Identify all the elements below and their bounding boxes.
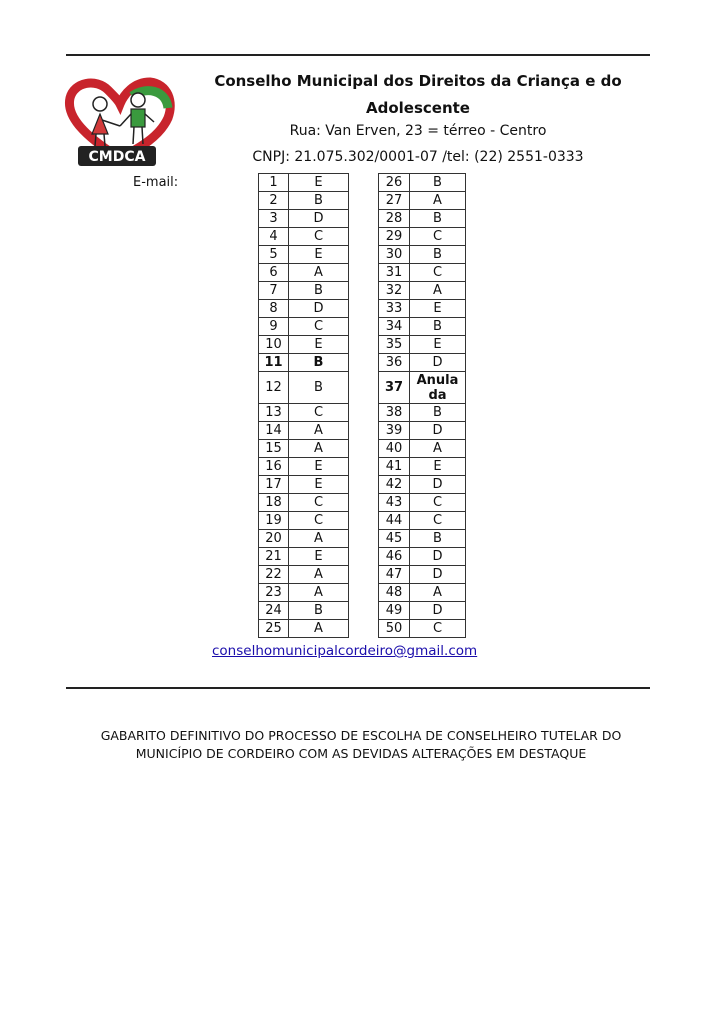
answer-letter: D bbox=[410, 548, 466, 566]
question-number: 44 bbox=[379, 512, 410, 530]
answer-letter: E bbox=[289, 336, 349, 354]
question-number: 2 bbox=[259, 192, 289, 210]
answer-row bbox=[379, 354, 466, 372]
answer-row bbox=[259, 210, 349, 228]
street-address: Rua: Van Erven, 23 = térreo - Centro bbox=[289, 123, 547, 139]
question-number: 30 bbox=[379, 246, 410, 264]
answer-letter: E bbox=[289, 458, 349, 476]
answer-row bbox=[259, 264, 349, 282]
answer-row bbox=[379, 336, 466, 354]
answer-letter: D bbox=[289, 210, 349, 228]
answer-letter: A bbox=[410, 282, 466, 300]
question-number: 32 bbox=[379, 282, 410, 300]
answer-row bbox=[379, 264, 466, 282]
answer-row bbox=[259, 620, 349, 638]
answer-letter: B bbox=[289, 354, 349, 372]
answer-letter: B bbox=[289, 602, 349, 620]
answer-row bbox=[259, 602, 349, 620]
question-number: 26 bbox=[379, 174, 410, 192]
answer-letter: A bbox=[289, 422, 349, 440]
question-number: 20 bbox=[259, 530, 289, 548]
question-number: 33 bbox=[379, 300, 410, 318]
answer-row bbox=[379, 300, 466, 318]
cmdca-logo bbox=[64, 76, 176, 168]
question-number: 16 bbox=[259, 458, 289, 476]
answer-letter: C bbox=[289, 512, 349, 530]
answer-letter: A bbox=[410, 440, 466, 458]
answer-row bbox=[259, 282, 349, 300]
question-number: 31 bbox=[379, 264, 410, 282]
answer-letter: B bbox=[289, 372, 349, 404]
question-number: 48 bbox=[379, 584, 410, 602]
question-number: 38 bbox=[379, 404, 410, 422]
answer-row bbox=[259, 336, 349, 354]
question-number: 18 bbox=[259, 494, 289, 512]
answer-letter: B bbox=[410, 246, 466, 264]
answer-row bbox=[259, 476, 349, 494]
answer-row bbox=[259, 566, 349, 584]
answer-row bbox=[379, 494, 466, 512]
answer-letter: C bbox=[289, 494, 349, 512]
answer-letter: E bbox=[289, 476, 349, 494]
answer-row bbox=[379, 228, 466, 246]
question-number: 12 bbox=[259, 372, 289, 404]
answer-letter: D bbox=[410, 354, 466, 372]
answer-row bbox=[379, 620, 466, 638]
question-number: 47 bbox=[379, 566, 410, 584]
question-number: 14 bbox=[259, 422, 289, 440]
answer-row bbox=[259, 246, 349, 264]
question-number: 1 bbox=[259, 174, 289, 192]
answer-letter: A bbox=[410, 192, 466, 210]
answer-letter: C bbox=[289, 318, 349, 336]
question-number: 11 bbox=[259, 354, 289, 372]
question-number: 10 bbox=[259, 336, 289, 354]
answer-letter: E bbox=[289, 246, 349, 264]
question-number: 5 bbox=[259, 246, 289, 264]
answer-letter: B bbox=[410, 210, 466, 228]
answer-row bbox=[259, 300, 349, 318]
org-name: Conselho Municipal dos Direitos da Criança e do Adolescente bbox=[214, 72, 622, 117]
question-number: 29 bbox=[379, 228, 410, 246]
answer-row bbox=[379, 246, 466, 264]
answer-row bbox=[379, 210, 466, 228]
question-number: 40 bbox=[379, 440, 410, 458]
answer-letter: D bbox=[289, 300, 349, 318]
answer-letter: D bbox=[410, 566, 466, 584]
answer-row bbox=[259, 530, 349, 548]
answer-row bbox=[379, 404, 466, 422]
question-number: 42 bbox=[379, 476, 410, 494]
logo-text: CMDCA bbox=[88, 149, 146, 165]
answer-row bbox=[259, 354, 349, 372]
answer-letter: C bbox=[289, 404, 349, 422]
answer-row bbox=[379, 584, 466, 602]
answer-letter: A bbox=[289, 530, 349, 548]
answer-letter: C bbox=[289, 228, 349, 246]
answer-row bbox=[259, 174, 349, 192]
answer-letter: B bbox=[410, 174, 466, 192]
answer-letter: C bbox=[410, 494, 466, 512]
answer-letter: A bbox=[289, 440, 349, 458]
answer-row bbox=[379, 512, 466, 530]
answer-key-table-26-50 bbox=[378, 173, 466, 638]
question-number: 6 bbox=[259, 264, 289, 282]
bottom-divider bbox=[66, 687, 650, 689]
question-number: 37 bbox=[379, 372, 410, 404]
answer-row bbox=[259, 584, 349, 602]
question-number: 13 bbox=[259, 404, 289, 422]
answer-letter: E bbox=[410, 458, 466, 476]
answer-letter: C bbox=[410, 512, 466, 530]
answer-row bbox=[379, 548, 466, 566]
answer-letter: E bbox=[410, 300, 466, 318]
question-number: 35 bbox=[379, 336, 410, 354]
answer-row bbox=[259, 512, 349, 530]
answer-letter: D bbox=[410, 422, 466, 440]
answer-letter: C bbox=[410, 620, 466, 638]
answer-row bbox=[259, 192, 349, 210]
answer-letter: C bbox=[410, 228, 466, 246]
answer-row bbox=[379, 422, 466, 440]
answer-letter: D bbox=[410, 602, 466, 620]
cnpj-phone-line: CNPJ: 21.075.302/0001-07 /tel: (22) 2551-0333 bbox=[252, 149, 584, 165]
answer-row bbox=[379, 174, 466, 192]
answer-row bbox=[379, 566, 466, 584]
answer-letter: E bbox=[289, 174, 349, 192]
answer-letter: A bbox=[289, 584, 349, 602]
question-number: 39 bbox=[379, 422, 410, 440]
question-number: 34 bbox=[379, 318, 410, 336]
question-number: 17 bbox=[259, 476, 289, 494]
answer-row bbox=[259, 372, 349, 404]
footer-note: GABARITO DEFINITIVO DO PROCESSO DE ESCOLHA DE CONSELHEIRO TUTELAR DO MUNICÍPIO DE CORDEIRO COM AS DEVIDAS ALTERAÇÕES EM DESTAQUE bbox=[100, 728, 622, 761]
question-number: 21 bbox=[259, 548, 289, 566]
question-number: 19 bbox=[259, 512, 289, 530]
answer-row bbox=[259, 404, 349, 422]
email-link[interactable]: conselhomunicipalcordeiro@gmail.com bbox=[212, 643, 478, 659]
question-number: 24 bbox=[259, 602, 289, 620]
question-number: 4 bbox=[259, 228, 289, 246]
question-number: 27 bbox=[379, 192, 410, 210]
question-number: 45 bbox=[379, 530, 410, 548]
question-number: 41 bbox=[379, 458, 410, 476]
answer-row bbox=[379, 476, 466, 494]
email-label: E-mail: bbox=[133, 175, 179, 190]
question-number: 8 bbox=[259, 300, 289, 318]
answer-letter: A bbox=[289, 264, 349, 282]
answer-row bbox=[379, 440, 466, 458]
question-number: 22 bbox=[259, 566, 289, 584]
answer-row bbox=[259, 548, 349, 566]
answer-letter: E bbox=[289, 548, 349, 566]
question-number: 23 bbox=[259, 584, 289, 602]
answer-row bbox=[379, 372, 466, 404]
question-number: 25 bbox=[259, 620, 289, 638]
question-number: 49 bbox=[379, 602, 410, 620]
answer-row bbox=[379, 530, 466, 548]
question-number: 3 bbox=[259, 210, 289, 228]
answer-row bbox=[259, 494, 349, 512]
answer-letter: B bbox=[410, 318, 466, 336]
answer-row bbox=[379, 192, 466, 210]
answer-letter: Anula da bbox=[410, 372, 466, 404]
answer-row bbox=[259, 458, 349, 476]
question-number: 46 bbox=[379, 548, 410, 566]
answer-row bbox=[379, 282, 466, 300]
answer-letter: D bbox=[410, 476, 466, 494]
answer-row bbox=[379, 318, 466, 336]
question-number: 28 bbox=[379, 210, 410, 228]
question-number: 36 bbox=[379, 354, 410, 372]
question-number: 7 bbox=[259, 282, 289, 300]
question-number: 9 bbox=[259, 318, 289, 336]
answer-letter: B bbox=[410, 404, 466, 422]
top-divider bbox=[66, 54, 650, 56]
answer-row bbox=[379, 602, 466, 620]
answer-letter: A bbox=[289, 566, 349, 584]
answer-row bbox=[259, 440, 349, 458]
answer-letter: B bbox=[289, 282, 349, 300]
answer-key-table-1-25 bbox=[258, 173, 349, 638]
answer-letter: B bbox=[410, 530, 466, 548]
answer-letter: A bbox=[289, 620, 349, 638]
answer-row bbox=[259, 318, 349, 336]
question-number: 50 bbox=[379, 620, 410, 638]
answer-row bbox=[259, 228, 349, 246]
answer-letter: B bbox=[289, 192, 349, 210]
answer-row bbox=[379, 458, 466, 476]
answer-letter: E bbox=[410, 336, 466, 354]
answer-letter: C bbox=[410, 264, 466, 282]
question-number: 43 bbox=[379, 494, 410, 512]
question-number: 15 bbox=[259, 440, 289, 458]
answer-letter: A bbox=[410, 584, 466, 602]
answer-row bbox=[259, 422, 349, 440]
